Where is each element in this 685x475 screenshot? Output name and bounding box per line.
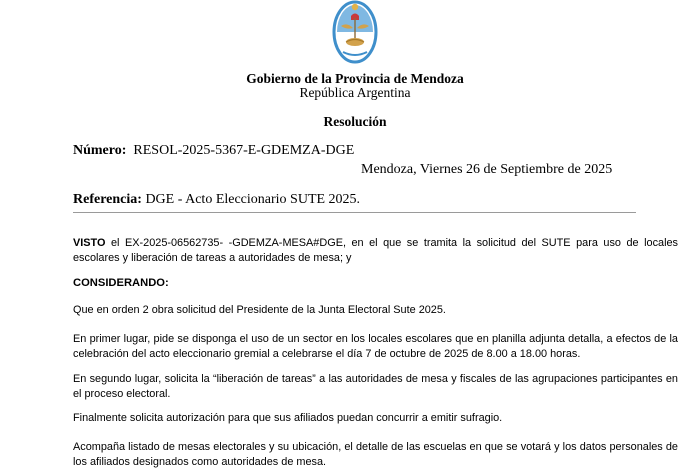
body-paragraph: Que en orden 2 obra solicitud del Presidente de la Junta Electoral Sute 2025. <box>73 304 446 316</box>
document-type-title: Resolución <box>323 114 387 129</box>
document-number <box>73 143 354 159</box>
referencia-label: Referencia: <box>73 192 142 207</box>
document-date: Mendoza, Viernes 26 de Septiembre de 2025 <box>361 162 613 177</box>
numero-value: RESOL-2025-5367-E-GDEMZA-DGE <box>133 143 355 158</box>
body-paragraph: Acompaña listado de mesas electorales y su ubicación, el detalle de las escuelas en que se votará y los datos personales de los afiliados designados como autoridades de mesa. <box>73 441 678 468</box>
visto-paragraph <box>73 236 678 266</box>
body-paragraph: En primer lugar, pide se disponga el uso de un sector en los locales escolares que en planilla adjunta detalla, a efectos de la celebración del acto eleccionario gremial a celebrarse el día 7 de octubre de 2025 de 8.00 a 18.00 horas. <box>73 333 678 360</box>
visto-label: VISTO <box>73 237 106 249</box>
document-reference <box>73 192 360 208</box>
visto-text: el EX-2025-06562735- -GDEMZA-MESA#DGE, en el que se tramita la solicitud del SUTE para uso de locales escolares y liberación de tareas a autoridades de mesa; y <box>73 237 678 264</box>
country-name: República Argentina <box>299 85 411 100</box>
provincial-seal-logo <box>331 0 379 64</box>
body-paragraph: En segundo lugar, solicita la “liberación de tareas” a las autoridades de mesa y fiscales de las agrupaciones participantes en el proceso electoral. <box>73 373 678 400</box>
referencia-value: DGE - Acto Eleccionario SUTE 2025. <box>145 192 361 207</box>
considerando-heading: CONSIDERANDO: <box>73 277 169 289</box>
government-name: Gobierno de la Provincia de Mendoza <box>246 71 464 86</box>
body-paragraph: Finalmente solicita autorización para que sus afiliados puedan concurrir a emitir sufragio. <box>73 412 503 424</box>
numero-label: Número: <box>73 143 127 158</box>
header-divider <box>73 212 636 213</box>
